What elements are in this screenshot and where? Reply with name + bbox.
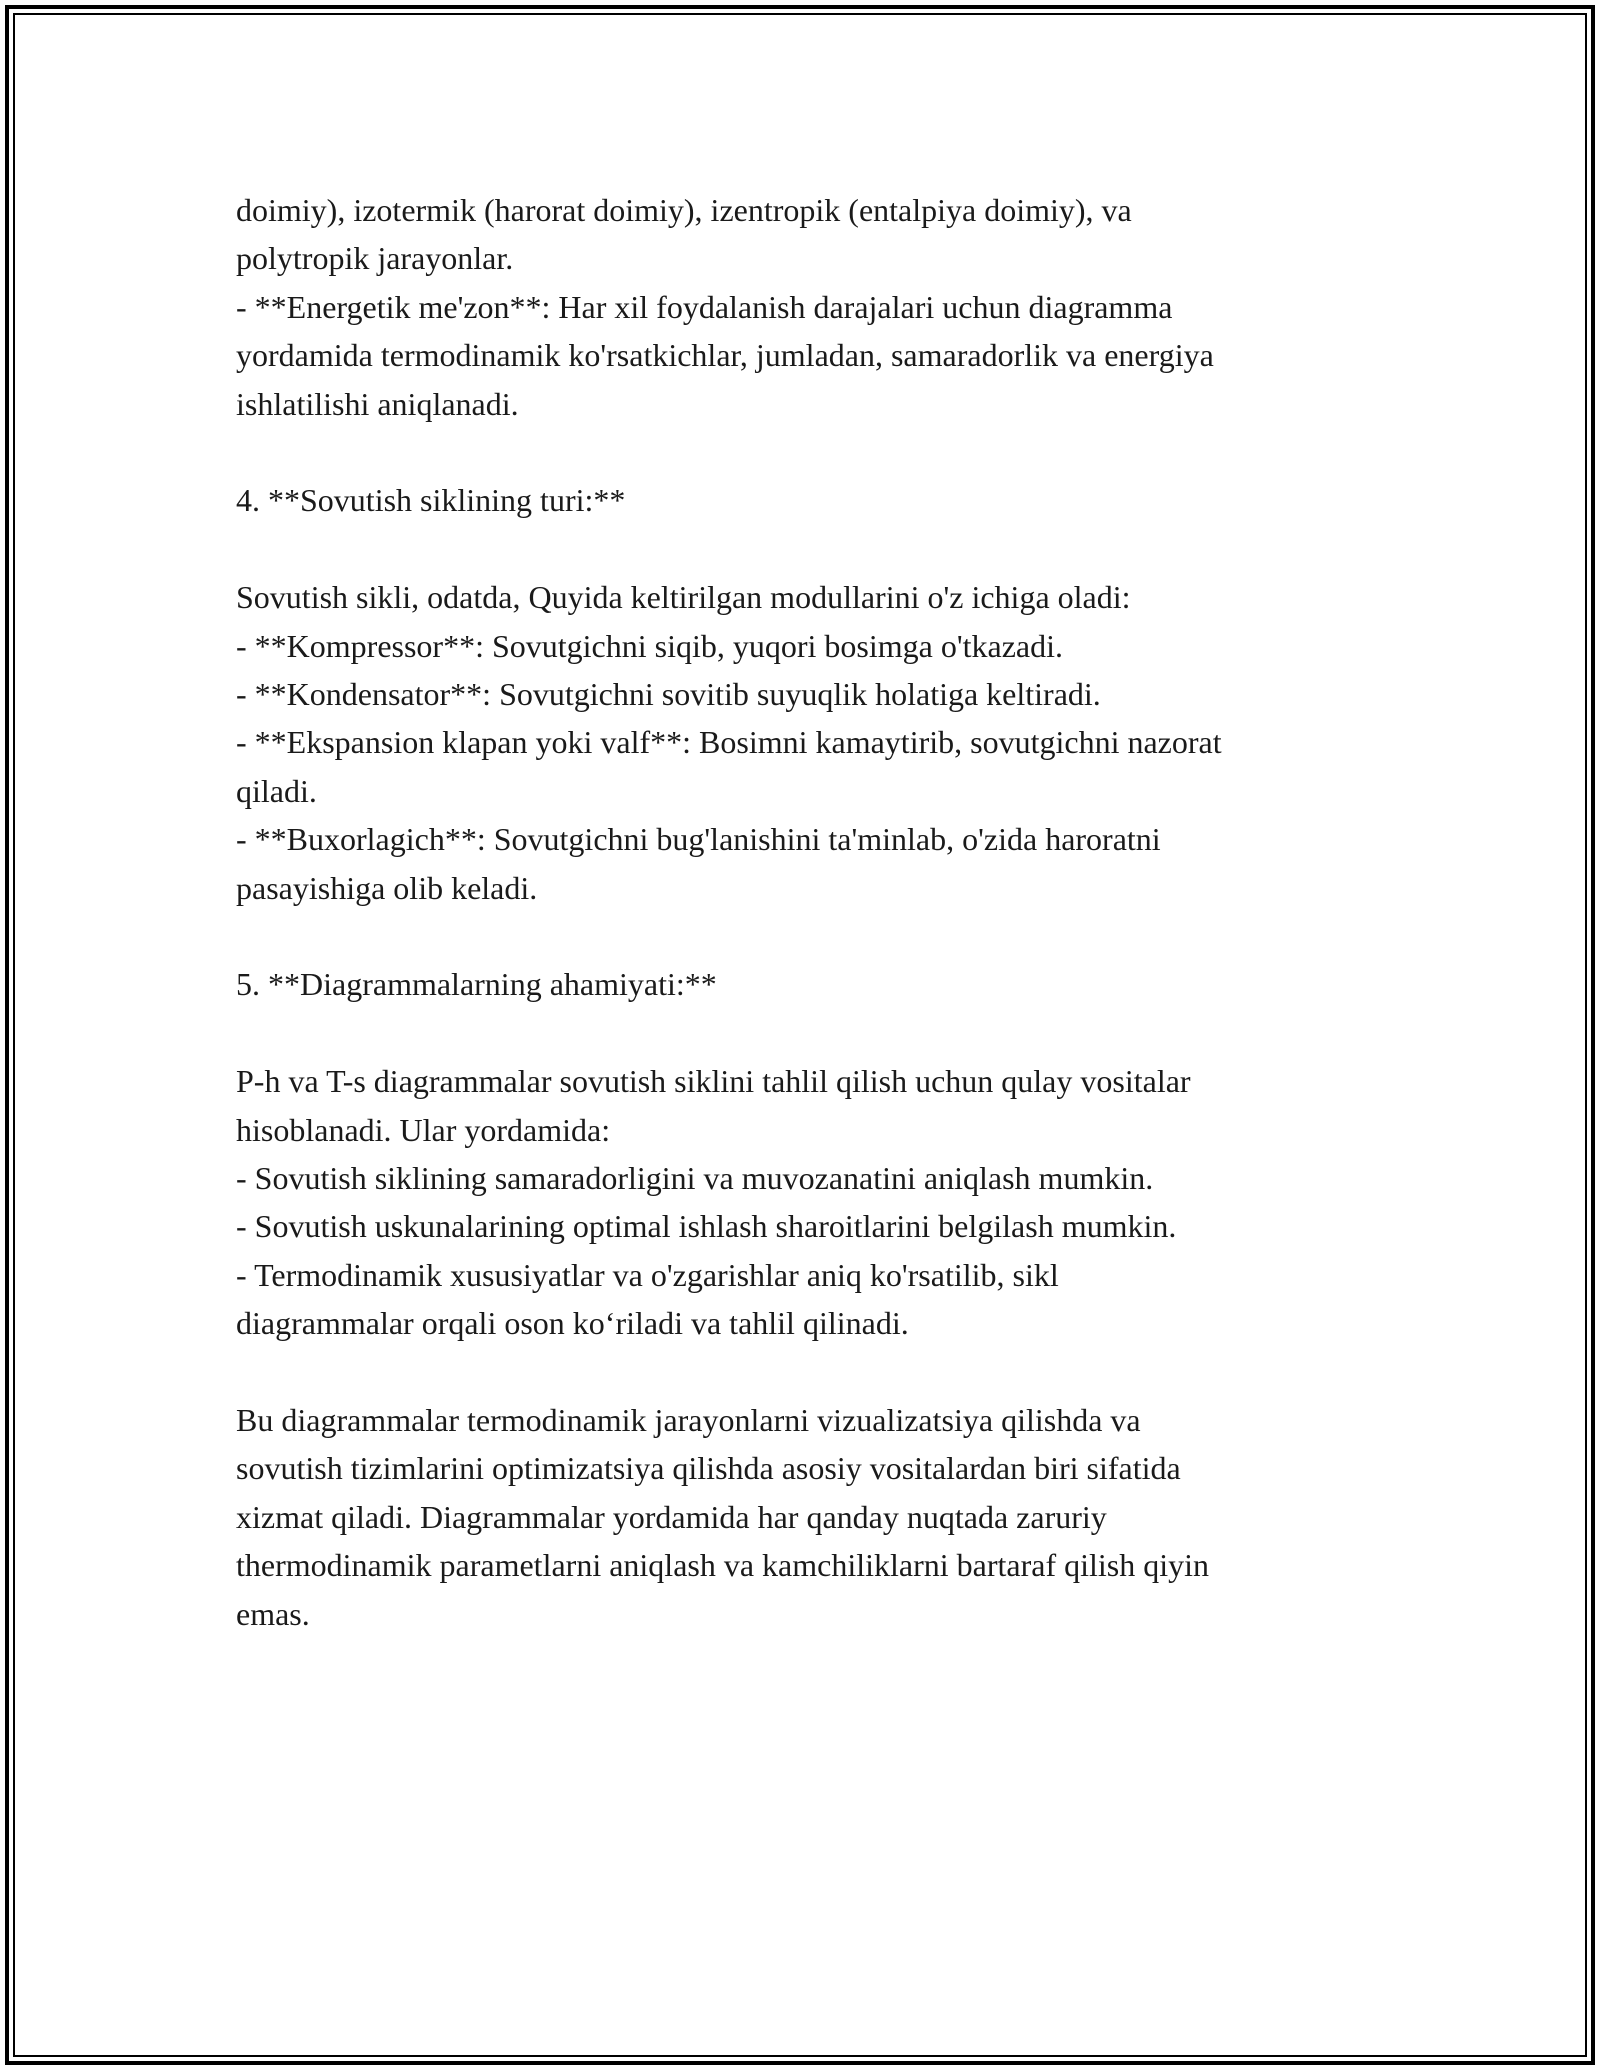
text-line: hisoblanadi. Ular yordamida: xyxy=(236,1111,611,1148)
section-heading-4: 4. **Sovutish siklining turi:** xyxy=(236,482,626,519)
document-body xyxy=(236,186,1386,1638)
blank-line xyxy=(236,428,1386,476)
text-line: ishlatilishi aniqlanadi. xyxy=(236,385,519,422)
text-line: emas. xyxy=(236,1595,310,1632)
text-line: diagrammalar orqali oson ko‘riladi va tahlil qilinadi. xyxy=(236,1305,909,1342)
text-line: doimiy), izotermik (harorat doimiy), izentropik (entalpiya doimiy), va xyxy=(236,192,1132,228)
blank-line xyxy=(236,912,1386,960)
text-line: yordamida termodinamik ko'rsatkichlar, jumladan, samaradorlik va energiya xyxy=(236,337,1214,374)
blank-line xyxy=(236,1009,1386,1057)
list-item: - Sovutish siklining samaradorligini va muvozanatini aniqlash mumkin. xyxy=(236,1160,1154,1197)
section-heading-5: 5. **Diagrammalarning ahamiyati:** xyxy=(236,966,717,1003)
text-line: - **Energetik me'zon**: Har xil foydalanish darajalari uchun diagramma xyxy=(236,288,1173,325)
list-item: - Sovutish uskunalarining optimal ishlash sharoitlarini belgilash mumkin. xyxy=(236,1208,1177,1245)
list-item: - **Buxorlagich**: Sovutgichni bug'lanishini ta'minlab, o'zida haroratni xyxy=(236,821,1161,858)
blank-line xyxy=(236,525,1386,573)
text-line: sovutish tizimlarini optimizatsiya qilishda asosiy vositalardan biri sifatida xyxy=(236,1450,1181,1487)
list-item: - **Kompressor**: Sovutgichni siqib, yuqori bosimga o'tkazadi. xyxy=(236,627,1064,664)
text-line: Sovutish sikli, odatda, Quyida keltirilgan modullarini o'z ichiga oladi: xyxy=(236,579,1131,616)
text-line: xizmat qiladi. Diagrammalar yordamida har qanday nuqtada zaruriy xyxy=(236,1498,1107,1535)
list-item: - Termodinamik xususiyatlar va o'zgarishlar aniq ko'rsatilib, sikl xyxy=(236,1256,1059,1293)
text-line: qiladi. xyxy=(236,772,317,809)
text-line: Bu diagrammalar termodinamik jarayonlarni vizualizatsiya qilishda va xyxy=(236,1402,1141,1439)
text-line: P-h va T-s diagrammalar sovutish siklini tahlil qilish uchun qulay vositalar xyxy=(236,1063,1191,1100)
text-line: thermodinamik parametlarni aniqlash va kamchiliklarni bartaraf qilish qiyin xyxy=(236,1547,1210,1584)
list-item: - **Kondensator**: Sovutgichni sovitib suyuqlik holatiga keltiradi. xyxy=(236,676,1101,713)
blank-line xyxy=(236,1348,1386,1396)
text-line: polytropik jarayonlar. xyxy=(236,240,514,277)
text-line: pasayishiga olib keladi. xyxy=(236,869,538,906)
list-item: - **Ekspansion klapan yoki valf**: Bosimni kamaytirib, sovutgichni nazorat xyxy=(236,724,1222,761)
